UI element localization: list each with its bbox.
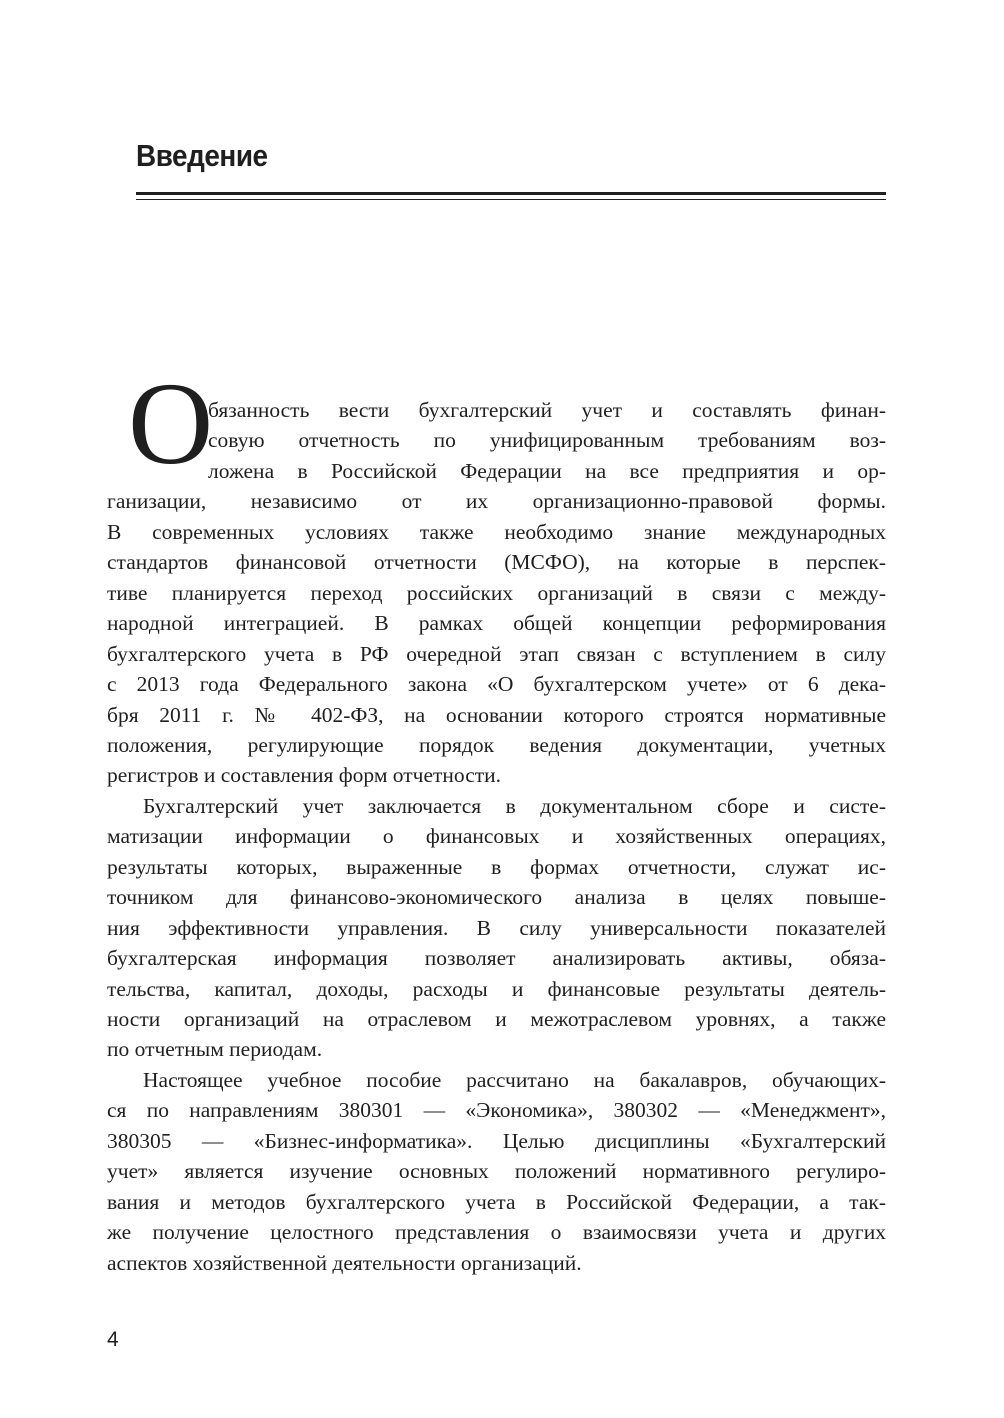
page-number: 4 xyxy=(107,1328,119,1351)
text-line: Бухгалтерский учет заключается в документальном сборе и систе- xyxy=(143,793,886,818)
text-line: бязанность вести бухгалтерский учет и составлять финан- xyxy=(208,398,886,422)
text-line: учет» является изучение основных положений нормативного регулиро- xyxy=(107,1159,886,1184)
text-line: аспектов хозяйственной деятельности организаций. xyxy=(107,1250,582,1275)
text-line: результаты которых, выраженные в формах отчетности, служат ис- xyxy=(107,854,886,879)
heading-rule-thick xyxy=(136,192,886,195)
text-line: тиве планируется переход российских организаций в связи с между- xyxy=(107,580,886,605)
text-line: совую отчетность по унифицированным требованиям воз- xyxy=(208,428,886,453)
heading-rule-thin xyxy=(136,199,886,200)
text-line: 380305 — «Бизнес-информатика». Целью дисциплины «Бухгалтерский xyxy=(107,1128,886,1153)
text-line: по отчетным периодам. xyxy=(107,1037,323,1062)
chapter-heading: Введение xyxy=(136,138,268,173)
text-line: народной интеграцией. В рамках общей концепции реформирования xyxy=(107,611,886,636)
text-line: бря 2011 г. № 402-ФЗ, на основании которого строятся нормативные xyxy=(107,702,886,727)
text-line: точником для финансово-экономического анализа в целях повыше- xyxy=(107,885,886,910)
text-line: Настоящее учебное пособие рассчитано на бакалавров, обучающих- xyxy=(143,1067,886,1092)
text-line: бухгалтерского учета в РФ очередной этап связан с вступлением в силу xyxy=(107,641,886,666)
text-line: ности организаций на отраслевом и межотраслевом уровнях, а также xyxy=(107,1007,886,1031)
text-line: с 2013 года Федерального закона «О бухгалтерском учете» от 6 дека- xyxy=(107,672,886,697)
text-line: стандартов финансовой отчетности (МСФО), на которые в перспек- xyxy=(107,550,886,575)
text-line: же получение целостного представления о взаимосвязи учета и других xyxy=(107,1220,886,1245)
text-line: бухгалтерская информация позволяет анализировать активы, обяза- xyxy=(107,946,886,971)
text-line: ганизации, независимо от их организационно-правовой формы. xyxy=(107,489,886,514)
text-line: матизации информации о финансовых и хозяйственных операциях, xyxy=(107,824,886,849)
text-line: ния эффективности управления. В силу универсальности показателей xyxy=(107,915,886,940)
drop-cap: О xyxy=(128,358,214,489)
text-line: ложена в Российской Федерации на все предприятия и ор- xyxy=(208,458,886,483)
text-line: положения, регулирующие порядок ведения документации, учетных xyxy=(107,732,886,757)
text-line: регистров и составления форм отчетности. xyxy=(107,763,502,788)
text-line: В современных условиях также необходимо знание международных xyxy=(107,519,886,544)
text-line: вания и методов бухгалтерского учета в Российской Федерации, а так- xyxy=(107,1189,886,1214)
text-line: тельства, капитал, доходы, расходы и финансовые результаты деятель- xyxy=(107,976,886,1001)
text-line: ся по направлениям 380301 — «Экономика», 380302 — «Менеджмент», xyxy=(107,1098,886,1123)
